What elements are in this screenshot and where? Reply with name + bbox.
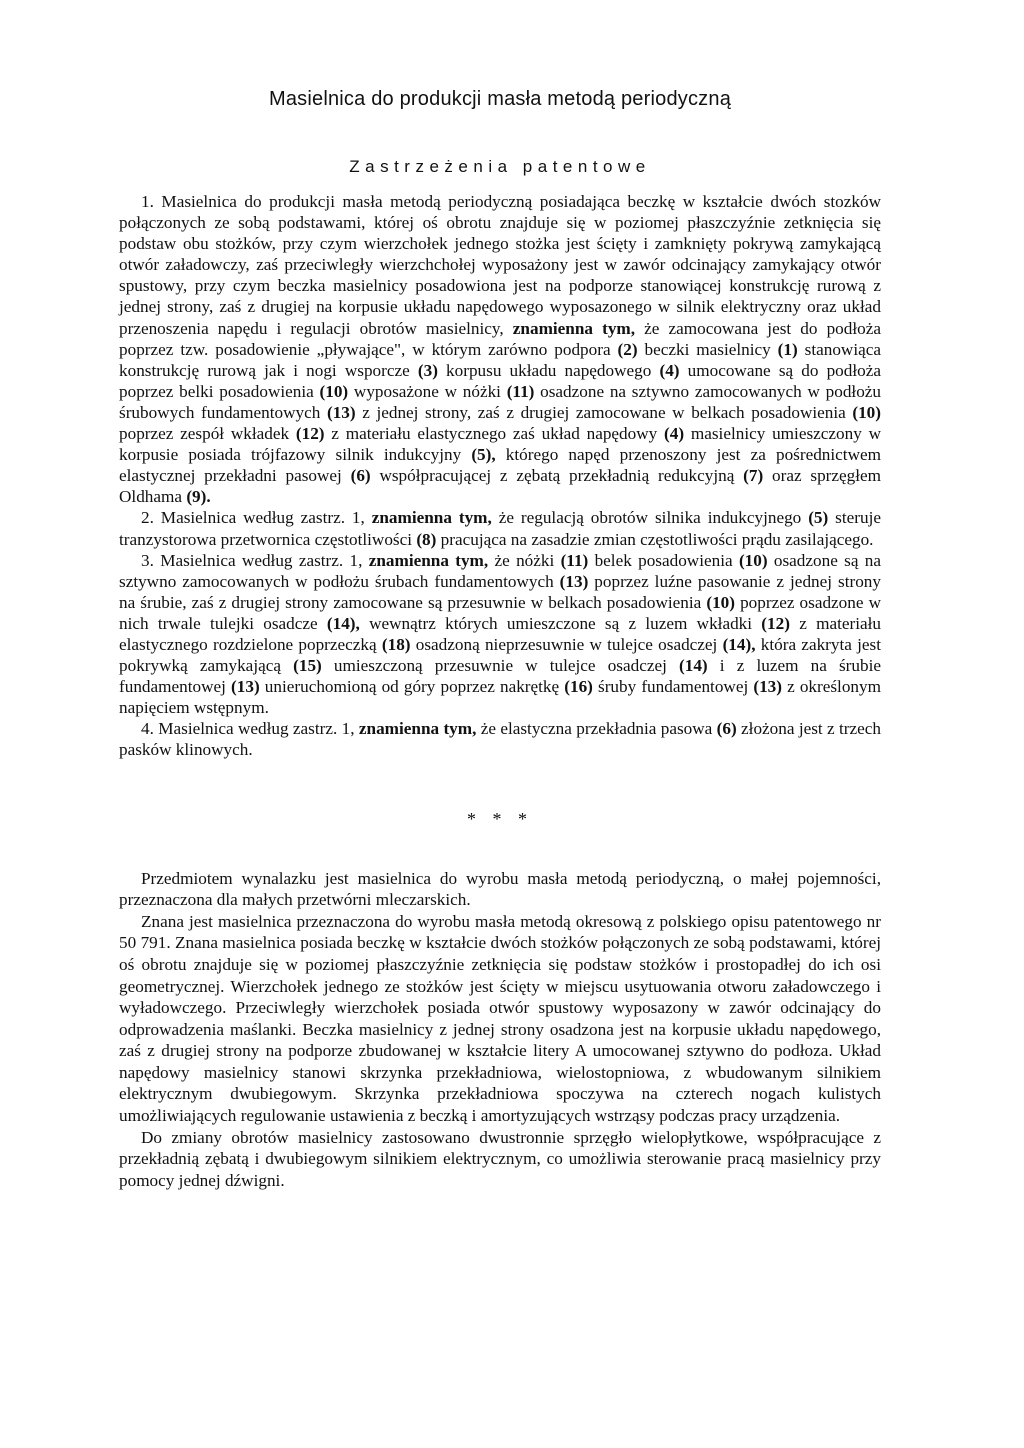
text-run: unieruchomioną od góry poprzez nakrętkę [259,677,565,697]
text-run: z materiału elastycznego zaś układ napędowy [324,424,665,444]
bold-run: (5), [471,445,496,465]
bold-run: znamienna tym, [368,550,489,570]
text-run: którego napęd przenoszony jest za pośrednictwem elastycznej przekładni pasowej [119,445,881,486]
bold-run: (14), [326,613,360,633]
text-run: poprzez zespół wkładek [119,424,296,444]
bold-run: (4) [659,360,680,380]
text-run: z jednej strony, zaś z drugiej zamocowane w belkach posadowienia [355,402,853,422]
bold-run: znamienna tym, [371,508,492,528]
text-run: umieszczoną przesuwnie w tulejce osadczej [321,656,680,676]
bold-run: znamienna tym, [358,719,477,739]
text-run: i z luzem na śrubie fundamentowej [119,656,881,697]
text-run: osadzone są na sztywno zamocowanych w podłożu śrubach fundamentowych [119,550,882,591]
bold-run: (18) [381,634,411,654]
claim-paragraph-3 [119,550,881,719]
text-run: oraz sprzęgłem Oldhama [119,466,882,507]
bold-run: (13) [326,402,356,422]
document-title: Masielnica do produkcji masła metodą periodyczną [268,88,732,110]
bold-run: (8) [416,529,437,549]
text-run: z określonym napięciem wstępnym. [119,677,881,718]
text-run: poprzez luźne pasowanie z jednej strony na śrubie, zaś z drugiej strony zamocowane są przesuwnie w belkach posadowienia [119,571,881,612]
claim-paragraph-1 [119,191,881,507]
bold-run: (13) [231,677,260,697]
text-run: steruje tranzystorowa przetwornica częstotliwości [119,508,881,549]
bold-run: (1) [777,339,798,359]
text-run: masielnicy umieszczony w korpusie posiada trójfazowy silnik indukcyjny [119,424,882,465]
bold-run: (12) [295,424,325,444]
bold-run: (10) [706,592,735,612]
text-run: osadzoną nieprzesuwnie w tulejce osadczej [410,634,723,654]
bold-run: (3) [417,360,438,380]
bold-run: (16) [564,677,593,697]
bold-run: (14), [722,634,756,654]
text-run: belek posadowienia [588,550,739,570]
text-run: pracująca na zasadzie zmian częstotliwości prądu zasilającego. [436,529,874,549]
text-run: wewnątrz których umieszczone są z luzem wkładki [359,613,762,633]
text-run: 2. Masielnica według zastrz. 1, [141,508,372,528]
text-run: beczki masielnicy [637,339,778,359]
bold-run: (6) [716,719,737,739]
text-run: osadzone na sztywno zamocowanych w podłożu śrubowych fundamentowych [119,381,882,422]
description-paragraph-1: Przedmiotem wynalazku jest masielnica do wyrobu masła metodą periodyczną, o małej pojemności, przeznaczona dla małych przetwórni mleczarskich. [119,868,881,910]
claim-paragraph-4 [119,718,881,760]
bold-run: (5) [808,508,829,528]
claims-heading: Zastrzeżenia patentowe [349,157,651,176]
text-run: poprzez osadzone w nich trwale tulejki osadcze [119,592,881,633]
bold-run: (7) [743,466,764,486]
text-run: że elastyczna przekładnia pasowa [476,719,717,739]
bold-run: znamienna tym, [512,318,636,338]
text-run: umocowane są do podłoża poprzez belki posadowienia [119,360,881,401]
claims-section [119,191,881,761]
bold-run: (4) [664,424,685,444]
text-run: 3. Masielnica według zastrz. 1, [141,550,369,570]
text-run: że regulacją obrotów silnika indukcyjnego [491,508,809,528]
text-run: że zamocowana jest do podłoża poprzez tzw. posadowienie „pływające", w którym zarówno podpora [119,318,881,359]
text-run: złożona jest z trzech pasków klinowych. [119,719,881,760]
bold-run: (9). [186,487,211,507]
bold-run: (14) [679,656,708,676]
bold-run: (6) [350,466,371,486]
text-run: śruby fundamentowej [592,677,754,697]
bold-run: (12) [761,613,790,633]
text-run: że nóżki [488,550,561,570]
text-run: stanowiąca konstrukcję rurową jak i nogi wsporcze [119,339,882,380]
text-run: współpracującej z zębatą przekładnią redukcyjną [370,466,744,486]
bold-run: (11) [560,550,589,570]
text-run: która zakryta jest pokrywką zamykającą [119,634,881,676]
bold-run: (15) [293,656,322,676]
bold-run: (10) [738,550,768,570]
document-column [119,88,881,1191]
section-separator: * * * [467,808,533,829]
description-section [119,868,881,1192]
text-run: z materiału elastycznego rozdzielone poprzeczką [119,613,881,654]
claim-paragraph-2 [119,507,881,549]
bold-run: (10) [319,381,349,401]
description-paragraph-2: Znana jest masielnica przeznaczona do wyrobu masła metodą okresową z polskiego opisu patentowego nr 50 791. Znana masielnica posiada beczkę w kształcie dwóch stożków połączonych ze sobą podstawami, której oś obrotu znajduje się w poziomej płaszczyźnie zetknięcia się podstaw stożków i prostopadłej do ich osi geometrycznej. Wierzchołek jednego ze stożków jest ścięty w miejscu usytuowania otworu załadowczego i wyładowczego. Przeciwległy wierzchołek posiada otwór spustowy wyposazony w zawór odcinający do odprowadzenia maślanki. Beczka masielnicy z jednej strony osadzona jest na korpusie układu napędowego, zaś z drugiej strony na podporze zbudowanej w kształcie litery A umocowanej sztywno do podłoza. Układ napędowy masielnicy stanowi skrzynka przekładniowa, wielostopniowa, z wbudowanym silnikiem elektrycznym dwubiegowym. Skrzynka przekładniowa spoczywa na czterech nogach kulistych umożliwiających regulowanie ustawienia z beczką i amortyzujących wstrząsy podczas pracy urządzenia. [119,911,881,1126]
bold-run: (10) [852,402,881,422]
text-run: korpusu układu napędowego [437,360,660,380]
text-run: 4. Masielnica według zastrz. 1, [141,719,359,739]
text-run: wyposażone w nóżki [348,381,507,401]
description-paragraph-3: Do zmiany obrotów masielnicy zastosowano dwustronnie sprzęgło wielopłytkowe, współpracujące z przekładnią zębatą i dwubiegowym silnikiem elektrycznym, co umożliwia sterowanie pracą masielnicy przy pomocy jednej dźwigni. [119,1127,881,1190]
bold-run: (13) [559,571,589,591]
bold-run: (2) [617,339,638,359]
bold-run: (11) [506,381,535,401]
bold-run: (13) [753,677,782,697]
text-run: 1. Masielnica do produkcji masła metodą periodyczną posiadająca beczkę w kształcie dwóch stozków połączonych ze sobą podstawami, której oś obrotu znajduje się w poziomej płaszczyźnie zetknięcia się podstaw obu stożków, przy czym wierzchołek jednego stożka jest ścięty i zamknięty pokrywą zamykającą otwór załadowczy, zaś przeciwległy wierzchchołej wyposażony jest w zawór odcinający zamykający otwór spustowy, przy czym beczka masielnicy posadowiona jest na podporze stanowiącej konstrukcję rurową z jednej strony, zaś z drugiej na korpusie układu napędowego wyposazonego w silnik elektryczny oraz układ przenoszenia napędu i regulacji obrotów masielnicy, [119,192,881,338]
